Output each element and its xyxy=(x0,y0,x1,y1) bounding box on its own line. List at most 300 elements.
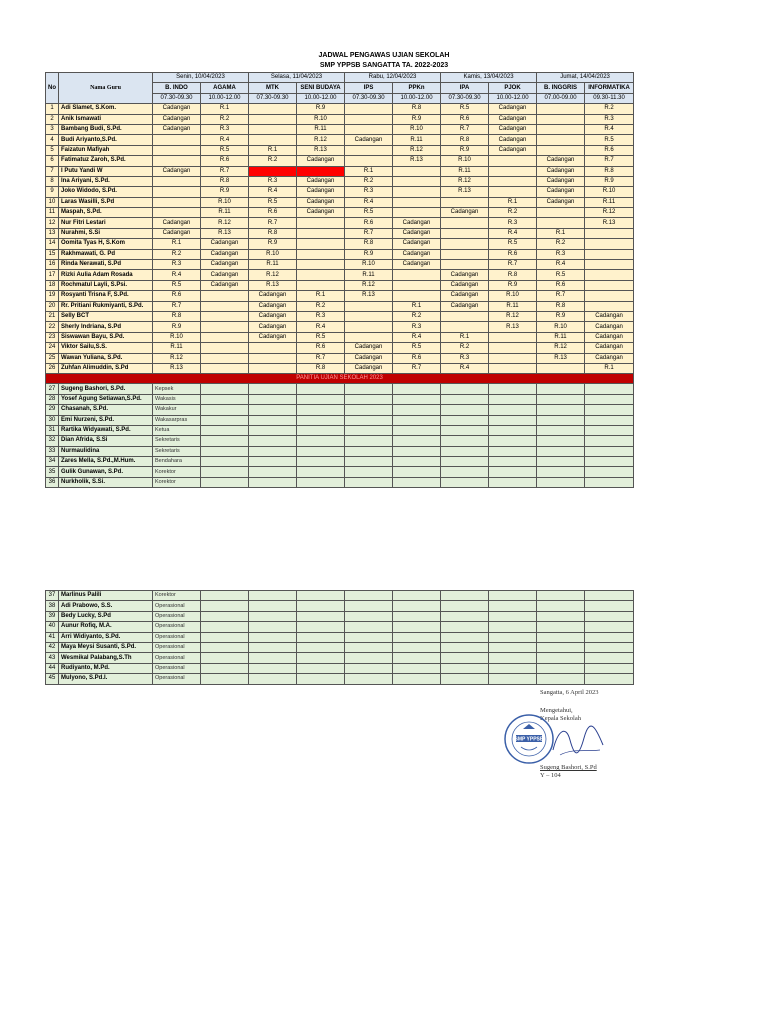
assignment-cell: Cadangan xyxy=(489,124,537,134)
empty-cell xyxy=(297,477,345,487)
assignment-cell: R.12 xyxy=(489,311,537,321)
assignment-cell xyxy=(537,124,585,134)
header-time: 07.00-09.00 xyxy=(537,93,585,103)
empty-cell xyxy=(297,457,345,467)
teacher-name: Wawan Yuliana, S.Pd. xyxy=(59,353,153,363)
assignment-cell xyxy=(201,332,249,342)
empty-cell xyxy=(201,663,249,673)
panitia-role: Wakasarpras xyxy=(153,415,201,425)
assignment-cell: R.6 xyxy=(153,291,201,301)
assignment-cell xyxy=(489,176,537,186)
assignment-cell: R.10 xyxy=(489,291,537,301)
assignment-cell: R.11 xyxy=(393,135,441,145)
row-number: 21 xyxy=(46,311,59,321)
assignment-cell xyxy=(489,343,537,353)
assignment-cell: R.5 xyxy=(537,270,585,280)
empty-cell xyxy=(249,591,297,601)
assignment-cell: R.9 xyxy=(297,104,345,114)
empty-cell xyxy=(345,384,393,394)
empty-cell xyxy=(441,446,489,456)
assignment-cell: Cadangan xyxy=(489,135,537,145)
assignment-cell: R.7 xyxy=(297,353,345,363)
panitia-name: Nurkholik, S.Si. xyxy=(59,477,153,487)
empty-cell xyxy=(297,622,345,632)
assignment-cell xyxy=(249,104,297,114)
assignment-cell xyxy=(153,135,201,145)
assignment-cell: Cadangan xyxy=(585,353,634,363)
teacher-name: Budi Ariyanto,S.Pd. xyxy=(59,135,153,145)
panitia-role: Wakakur xyxy=(153,405,201,415)
row-number: 31 xyxy=(46,425,59,435)
empty-cell xyxy=(201,425,249,435)
row-number: 13 xyxy=(46,228,59,238)
row-number: 10 xyxy=(46,197,59,207)
empty-cell xyxy=(537,405,585,415)
assignment-cell: R.5 xyxy=(249,197,297,207)
empty-cell xyxy=(393,394,441,404)
assignment-cell: R.6 xyxy=(201,156,249,166)
empty-cell xyxy=(441,663,489,673)
table-row xyxy=(46,218,634,228)
assignment-cell xyxy=(345,322,393,332)
assignment-cell xyxy=(297,280,345,290)
assignment-cell xyxy=(153,197,201,207)
empty-cell xyxy=(441,384,489,394)
empty-cell xyxy=(585,674,634,684)
assignment-cell: R.6 xyxy=(537,280,585,290)
assignment-cell xyxy=(393,291,441,301)
empty-cell xyxy=(489,457,537,467)
empty-cell xyxy=(537,632,585,642)
assignment-cell xyxy=(249,353,297,363)
assignment-cell xyxy=(393,208,441,218)
assignment-cell: R.13 xyxy=(249,280,297,290)
assignment-cell: R.4 xyxy=(249,187,297,197)
assignment-cell xyxy=(153,145,201,155)
table-row xyxy=(46,135,634,145)
assignment-cell: R.12 xyxy=(441,176,489,186)
assignment-cell xyxy=(393,197,441,207)
teacher-name: Rizki Aulia Adam Rosada xyxy=(59,270,153,280)
assignment-cell: R.6 xyxy=(489,249,537,259)
row-number: 15 xyxy=(46,249,59,259)
assignment-cell: R.12 xyxy=(345,280,393,290)
empty-cell xyxy=(393,622,441,632)
empty-cell xyxy=(297,446,345,456)
assignment-cell: Cadangan xyxy=(441,280,489,290)
assignment-cell: Cadangan xyxy=(537,166,585,176)
row-number: 22 xyxy=(46,322,59,332)
empty-cell xyxy=(393,384,441,394)
empty-cell xyxy=(345,394,393,404)
assignment-cell: R.3 xyxy=(393,322,441,332)
assignment-cell: R.9 xyxy=(537,311,585,321)
empty-cell xyxy=(201,394,249,404)
assignment-cell xyxy=(537,218,585,228)
assignment-cell: R.13 xyxy=(489,322,537,332)
row-number: 20 xyxy=(46,301,59,311)
assignment-cell: R.13 xyxy=(345,291,393,301)
assignment-cell xyxy=(201,311,249,321)
assignment-cell: Cadangan xyxy=(489,114,537,124)
empty-cell xyxy=(537,591,585,601)
row-number: 45 xyxy=(46,674,59,684)
empty-cell xyxy=(297,394,345,404)
assignment-cell: R.10 xyxy=(249,249,297,259)
assignment-cell: R.3 xyxy=(489,218,537,228)
assignment-cell: R.12 xyxy=(201,218,249,228)
assignment-cell: Cadangan xyxy=(249,332,297,342)
assignment-cell xyxy=(297,239,345,249)
assignment-cell xyxy=(345,156,393,166)
panitia-name: Bedy Lucky, S.Pd xyxy=(59,611,153,621)
row-number: 29 xyxy=(46,405,59,415)
assignment-cell: R.11 xyxy=(345,270,393,280)
empty-cell xyxy=(249,457,297,467)
assignment-cell: R.12 xyxy=(585,208,634,218)
empty-cell xyxy=(441,467,489,477)
empty-cell xyxy=(441,674,489,684)
header-no: No xyxy=(46,73,59,104)
empty-cell xyxy=(393,632,441,642)
table-row xyxy=(46,622,634,632)
empty-cell xyxy=(441,394,489,404)
assignment-cell: Cadangan xyxy=(441,208,489,218)
header-subject: MTK xyxy=(249,83,297,93)
assignment-cell: R.5 xyxy=(489,239,537,249)
empty-cell xyxy=(585,642,634,652)
empty-cell xyxy=(393,457,441,467)
panitia-role: Operasional xyxy=(153,653,201,663)
assignment-cell: R.3 xyxy=(585,114,634,124)
assignment-cell xyxy=(297,249,345,259)
assignment-cell xyxy=(585,301,634,311)
assignment-cell: R.7 xyxy=(489,260,537,270)
empty-cell xyxy=(441,611,489,621)
place-date: Sangatta, 6 April 2023 xyxy=(540,689,599,696)
empty-cell xyxy=(537,674,585,684)
assignment-cell: Cadangan xyxy=(297,156,345,166)
assignment-cell: R.6 xyxy=(393,353,441,363)
empty-cell xyxy=(489,415,537,425)
assignment-cell: R.2 xyxy=(537,239,585,249)
empty-cell xyxy=(249,611,297,621)
panitia-role: Operasional xyxy=(153,632,201,642)
signature-scribble xyxy=(548,720,608,765)
empty-cell xyxy=(489,591,537,601)
empty-cell xyxy=(441,622,489,632)
assignment-cell: R.6 xyxy=(249,208,297,218)
assignment-cell: R.8 xyxy=(489,270,537,280)
table-row xyxy=(46,260,634,270)
assignment-cell: Cadangan xyxy=(441,270,489,280)
empty-cell xyxy=(201,446,249,456)
assignment-cell xyxy=(297,218,345,228)
empty-cell xyxy=(393,642,441,652)
assignment-cell xyxy=(201,343,249,353)
empty-cell xyxy=(297,591,345,601)
assignment-cell: Cadangan xyxy=(441,291,489,301)
assignment-cell: Cadangan xyxy=(585,332,634,342)
row-number: 18 xyxy=(46,280,59,290)
teacher-name: Nurahmi, S.Si xyxy=(59,228,153,238)
empty-cell xyxy=(297,674,345,684)
assignment-cell: Cadangan xyxy=(297,208,345,218)
teacher-name: Rakhmawati, G. Pd xyxy=(59,249,153,259)
empty-cell xyxy=(489,425,537,435)
empty-cell xyxy=(585,446,634,456)
table-row xyxy=(46,208,634,218)
assignment-cell xyxy=(201,363,249,373)
empty-cell xyxy=(489,405,537,415)
header-time: 07.30-09.30 xyxy=(249,93,297,103)
empty-cell xyxy=(537,467,585,477)
table-row xyxy=(46,124,634,134)
table-row xyxy=(46,405,634,415)
assignment-cell: Cadangan xyxy=(489,145,537,155)
empty-cell xyxy=(537,457,585,467)
empty-cell xyxy=(249,632,297,642)
row-number: 32 xyxy=(46,436,59,446)
empty-cell xyxy=(393,436,441,446)
table-row xyxy=(46,601,634,611)
assignment-cell xyxy=(345,145,393,155)
assignment-cell: R.9 xyxy=(489,280,537,290)
assignment-cell: Cadangan xyxy=(585,311,634,321)
empty-cell xyxy=(393,674,441,684)
teacher-name: Bambang Budi, S.Pd. xyxy=(59,124,153,134)
empty-cell xyxy=(393,653,441,663)
table-row xyxy=(46,384,634,394)
table-row xyxy=(46,280,634,290)
assignment-cell xyxy=(345,301,393,311)
empty-cell xyxy=(585,632,634,642)
assignment-cell: R.9 xyxy=(201,187,249,197)
assignment-cell: R.2 xyxy=(393,311,441,321)
assignment-cell xyxy=(585,280,634,290)
empty-cell xyxy=(201,622,249,632)
empty-cell xyxy=(441,415,489,425)
row-number: 7 xyxy=(46,166,59,176)
panitia-role: Operasional xyxy=(153,601,201,611)
assignment-cell: R.13 xyxy=(585,218,634,228)
assignment-cell xyxy=(297,260,345,270)
assignment-cell: Cadangan xyxy=(201,280,249,290)
table-row xyxy=(46,311,634,321)
assignment-cell: R.8 xyxy=(153,311,201,321)
header-subject: IPA xyxy=(441,83,489,93)
assignment-cell: R.9 xyxy=(249,239,297,249)
header-time: 09.30-11.30 xyxy=(585,93,634,103)
empty-cell xyxy=(297,384,345,394)
empty-cell xyxy=(585,457,634,467)
row-number: 2 xyxy=(46,114,59,124)
row-number: 42 xyxy=(46,642,59,652)
empty-cell xyxy=(297,405,345,415)
assignment-cell xyxy=(441,322,489,332)
assignment-cell: R.5 xyxy=(393,343,441,353)
row-number: 25 xyxy=(46,353,59,363)
schedule-table xyxy=(45,72,634,488)
assignment-cell: Cadangan xyxy=(345,363,393,373)
empty-cell xyxy=(441,642,489,652)
table-row xyxy=(46,156,634,166)
empty-cell xyxy=(201,405,249,415)
empty-cell xyxy=(297,601,345,611)
empty-cell xyxy=(585,622,634,632)
assignment-cell: R.2 xyxy=(585,104,634,114)
empty-cell xyxy=(345,591,393,601)
assignment-cell: R.13 xyxy=(393,156,441,166)
panitia-name: Sugeng Bashori, S.Pd. xyxy=(59,384,153,394)
assignment-cell: Cadangan xyxy=(201,260,249,270)
empty-cell xyxy=(201,457,249,467)
table-row xyxy=(46,270,634,280)
assignment-cell: Cadangan xyxy=(393,218,441,228)
panitia-role: Operasional xyxy=(153,642,201,652)
assignment-cell: R.7 xyxy=(153,301,201,311)
empty-cell xyxy=(585,591,634,601)
assignment-cell: R.8 xyxy=(201,176,249,186)
empty-cell xyxy=(489,477,537,487)
assignment-cell: R.9 xyxy=(345,249,393,259)
empty-cell xyxy=(441,477,489,487)
header-subject: PJOK xyxy=(489,83,537,93)
panitia-name: Chasanah, S.Pd. xyxy=(59,405,153,415)
empty-cell xyxy=(249,384,297,394)
assignment-cell: R.1 xyxy=(153,239,201,249)
assignment-cell: R.3 xyxy=(297,311,345,321)
panitia-role: Sekretaris xyxy=(153,446,201,456)
table-row xyxy=(46,425,634,435)
assignment-cell: R.11 xyxy=(585,197,634,207)
assignment-cell: R.3 xyxy=(153,260,201,270)
empty-cell xyxy=(489,632,537,642)
assignment-cell: Cadangan xyxy=(585,343,634,353)
assignment-cell xyxy=(153,176,201,186)
assignment-cell: R.4 xyxy=(153,270,201,280)
assignment-cell xyxy=(345,124,393,134)
assignment-cell: Cadangan xyxy=(393,228,441,238)
assignment-cell: R.6 xyxy=(297,343,345,353)
empty-cell xyxy=(537,642,585,652)
assignment-cell: Cadangan xyxy=(393,249,441,259)
assignment-cell: R.12 xyxy=(297,135,345,145)
empty-cell xyxy=(537,384,585,394)
empty-cell xyxy=(537,663,585,673)
assignment-cell: R.2 xyxy=(441,343,489,353)
panitia-banner: PANITIA UJIAN SEKOLAH 2023 xyxy=(46,374,634,384)
empty-cell xyxy=(345,622,393,632)
empty-cell xyxy=(345,415,393,425)
panitia-role: Sekretaris xyxy=(153,436,201,446)
teacher-name: Nur Fitri Lestari xyxy=(59,218,153,228)
empty-cell xyxy=(489,446,537,456)
panitia-name: Rartika Widyawati, S.Pd. xyxy=(59,425,153,435)
header-subject: SENI BUDAYA xyxy=(297,83,345,93)
header-time: 10.00-12.00 xyxy=(393,93,441,103)
empty-cell xyxy=(297,663,345,673)
assignment-cell: Cadangan xyxy=(201,239,249,249)
assignment-cell: R.13 xyxy=(153,363,201,373)
assignment-cell xyxy=(585,270,634,280)
panitia-name: Adi Prabowo, S.S. xyxy=(59,601,153,611)
row-number: 44 xyxy=(46,663,59,673)
empty-cell xyxy=(249,674,297,684)
empty-cell xyxy=(345,405,393,415)
teacher-name: Joko Widodo, S.Pd. xyxy=(59,187,153,197)
empty-cell xyxy=(249,405,297,415)
assignment-cell: R.9 xyxy=(153,322,201,332)
table-row xyxy=(46,457,634,467)
assignment-cell: Cadangan xyxy=(345,135,393,145)
row-number: 19 xyxy=(46,291,59,301)
assignment-cell: R.13 xyxy=(297,145,345,155)
assignment-cell xyxy=(297,270,345,280)
assignment-cell: R.8 xyxy=(393,104,441,114)
panitia-role: Korektor xyxy=(153,467,201,477)
assignment-cell xyxy=(489,332,537,342)
empty-cell xyxy=(441,425,489,435)
empty-cell xyxy=(201,653,249,663)
panitia-role: Ketua xyxy=(153,425,201,435)
assignment-cell xyxy=(249,135,297,145)
assignment-cell: Cadangan xyxy=(297,176,345,186)
row-number: 17 xyxy=(46,270,59,280)
assignment-cell xyxy=(249,343,297,353)
assignment-cell: R.12 xyxy=(249,270,297,280)
header-day: Selasa, 11/04/2023 xyxy=(249,73,345,83)
assignment-cell: R.2 xyxy=(249,156,297,166)
table-row xyxy=(46,197,634,207)
table-row xyxy=(46,228,634,238)
header-time: 10.00-12.00 xyxy=(489,93,537,103)
assignment-cell: R.12 xyxy=(153,353,201,363)
empty-cell xyxy=(489,384,537,394)
table-row xyxy=(46,332,634,342)
panitia-name: Maya Meysi Susanti, S.Pd. xyxy=(59,642,153,652)
row-number: 5 xyxy=(46,145,59,155)
assignment-cell xyxy=(153,208,201,218)
assignment-cell xyxy=(201,353,249,363)
header-subject: B. INDO xyxy=(153,83,201,93)
empty-cell xyxy=(249,622,297,632)
assignment-cell: R.10 xyxy=(441,156,489,166)
empty-cell xyxy=(201,467,249,477)
teacher-name: Ina Ariyani, S.Pd. xyxy=(59,176,153,186)
assignment-cell: R.13 xyxy=(441,187,489,197)
teacher-name: Viktor Sailu,S.S. xyxy=(59,343,153,353)
principal-title: Kepala Sekolah xyxy=(540,715,581,722)
empty-cell xyxy=(393,405,441,415)
assignment-cell: Cadangan xyxy=(537,197,585,207)
assignment-cell xyxy=(585,249,634,259)
row-number: 3 xyxy=(46,124,59,134)
empty-cell xyxy=(297,415,345,425)
row-number: 11 xyxy=(46,208,59,218)
assignment-cell: R.1 xyxy=(441,332,489,342)
assignment-cell xyxy=(585,260,634,270)
assignment-cell xyxy=(249,166,297,176)
assignment-cell xyxy=(489,166,537,176)
header-day: Senin, 10/04/2023 xyxy=(153,73,249,83)
row-number: 38 xyxy=(46,601,59,611)
empty-cell xyxy=(393,425,441,435)
teacher-name: Faizatun Mafiyah xyxy=(59,145,153,155)
empty-cell xyxy=(249,467,297,477)
assignment-cell xyxy=(393,187,441,197)
empty-cell xyxy=(537,622,585,632)
